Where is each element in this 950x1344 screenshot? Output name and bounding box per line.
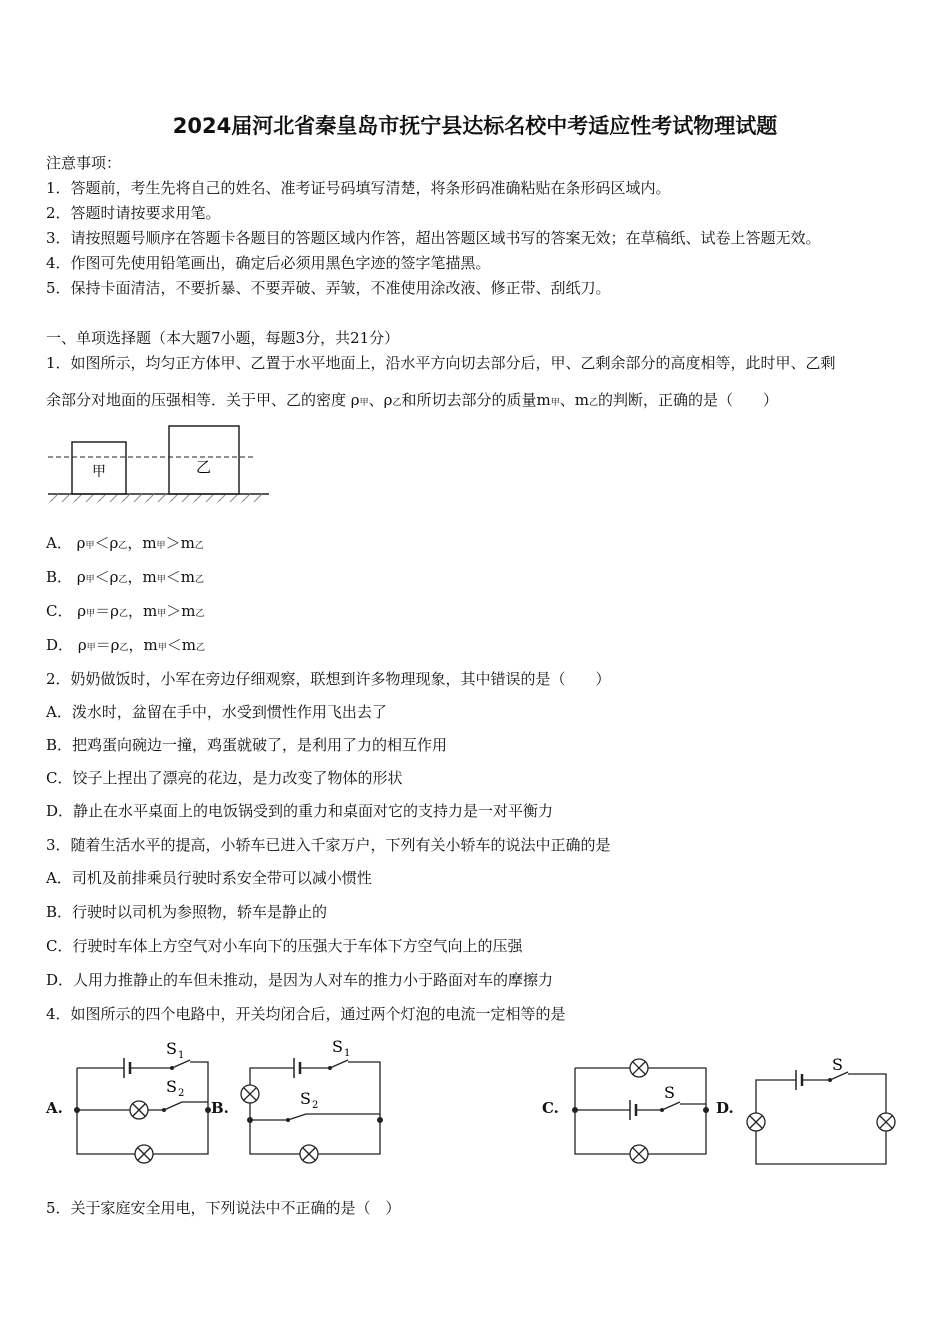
section-heading: 一、单项选择题（本大题7小题，每题3分，共21分） (46, 329, 400, 347)
circuit-d (740, 1050, 910, 1170)
circuit-a (60, 1030, 220, 1170)
svg-text:乙: 乙 (196, 458, 212, 476)
notice-heading: 注意事项： (46, 154, 122, 172)
svg-text:S: S (664, 1083, 675, 1102)
q2-option-d[interactable]: D．静止在水平桌面上的电饭锅受到的重力和桌面对它的支持力是一对平衡力 (46, 802, 554, 820)
svg-text:S: S (166, 1077, 177, 1096)
q3-option-d[interactable]: D．人用力推静止的车但未推动，是因为人对车的推力小于路面对车的摩擦力 (46, 971, 554, 989)
svg-text:S: S (300, 1089, 311, 1108)
svg-text:S: S (166, 1039, 177, 1058)
q3-option-c[interactable]: C．行驶时车体上方空气对小车向下的压强大于车体下方空气向上的压强 (46, 937, 523, 955)
q2-option-c[interactable]: C．饺子上捏出了漂亮的花边，是力改变了物体的形状 (46, 769, 403, 787)
q1-option-a[interactable]: A． ρ甲＜ρ乙，m甲＞m乙 (46, 534, 204, 552)
notice-item: 3．请按照题号顺序在答题卡各题目的答题区域内作答，超出答题区域书写的答案无效；在草稿纸、试卷上答题无效。 (46, 229, 821, 247)
notice-item: 1．答题前，考生先将自己的姓名、准考证号码填写清楚，将条形码准确粘贴在条形码区域内。 (46, 179, 671, 197)
svg-text:2: 2 (312, 1100, 319, 1111)
q4-label-d[interactable]: D. (716, 1099, 734, 1117)
svg-text:S: S (832, 1055, 843, 1074)
q1-option-b[interactable]: B． ρ甲＜ρ乙，m甲＜m乙 (46, 568, 204, 586)
q3-stem: 3．随着生活水平的提高，小轿车已进入千家万户，下列有关小轿车的说法中正确的是 (46, 836, 611, 854)
q5-stem: 5．关于家庭安全用电，下列说法中不正确的是（ ） (46, 1199, 401, 1217)
circuit-c (560, 1050, 720, 1170)
svg-text:1: 1 (178, 1050, 185, 1061)
q3-option-b[interactable]: B．行驶时以司机为参照物，轿车是静止的 (46, 903, 328, 921)
q2-option-a[interactable]: A．泼水时，盆留在手中，水受到惯性作用飞出去了 (46, 703, 387, 721)
svg-text:1: 1 (344, 1048, 351, 1059)
circuit-b (234, 1030, 394, 1170)
notice-item: 2．答题时请按要求用笔。 (46, 204, 221, 222)
q1-stem-line2: 余部分对地面的压强相等．关于甲、乙的密度 ρ甲、ρ乙和所切去部分的质量m甲、m乙的判断，正确的是（ ） (46, 391, 778, 409)
q1-option-d[interactable]: D． ρ甲＝ρ乙，m甲＜m乙 (46, 636, 205, 654)
notice-item: 5．保持卡面清洁，不要折暴、不要弄破、弄皱，不准使用涂改液、修正带、刮纸刀。 (46, 279, 611, 297)
svg-text:甲: 甲 (92, 464, 106, 480)
q1-stem-line1: 1．如图所示，均匀正方体甲、乙置于水平地面上，沿水平方向切去部分后，甲、乙剩余部分的高度相等，此时甲、乙剩 (46, 354, 836, 372)
svg-text:S: S (332, 1037, 343, 1056)
q4-label-b[interactable]: B. (211, 1099, 229, 1117)
q4-stem: 4．如图所示的四个电路中，开关均闭合后，通过两个灯泡的电流一定相等的是 (46, 1005, 566, 1023)
q2-stem: 2．奶奶做饭时，小军在旁边仔细观察，联想到许多物理现象，其中错误的是（ ） (46, 670, 611, 688)
notice-item: 4．作图可先使用铅笔画出，确定后必须用黑色字迹的签字笔描黑。 (46, 254, 491, 272)
svg-text:2: 2 (178, 1088, 185, 1099)
q1-figure (44, 422, 274, 504)
q3-option-a[interactable]: A．司机及前排乘员行驶时系安全带可以减小惯性 (46, 869, 372, 887)
q4-label-a[interactable]: A. (46, 1099, 63, 1117)
q1-option-c[interactable]: C． ρ甲＝ρ乙，m甲＞m乙 (46, 602, 205, 620)
q4-label-c[interactable]: C. (542, 1099, 559, 1117)
page-title: 2024届河北省秦皇岛市抚宁县达标名校中考适应性考试物理试题 (172, 114, 778, 138)
q2-option-b[interactable]: B．把鸡蛋向碗边一撞，鸡蛋就破了，是利用了力的相互作用 (46, 736, 448, 754)
